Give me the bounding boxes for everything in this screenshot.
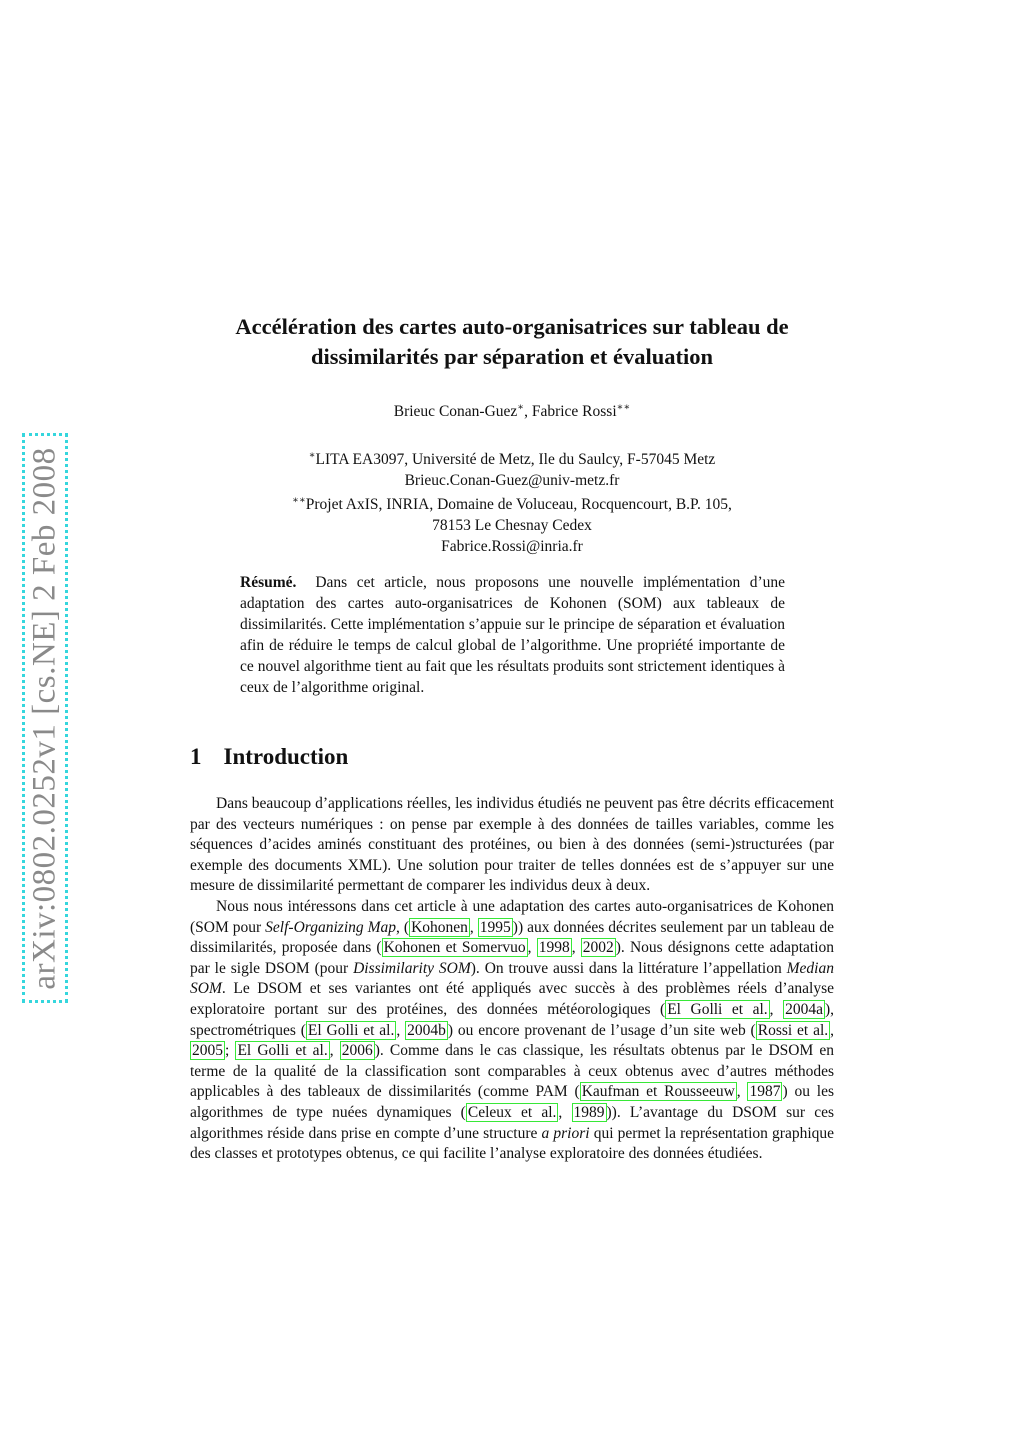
author-separator: , (524, 403, 532, 421)
title-line-1: Accélération des cartes auto-organisatrices sur tableau de (235, 314, 789, 339)
section-title: Introduction (223, 744, 349, 769)
emphasis: a priori (541, 1124, 590, 1142)
arxiv-watermark (22, 433, 68, 1003)
citation-link[interactable]: 1987 (749, 1083, 781, 1101)
citation-link[interactable]: 2002 (582, 939, 614, 957)
citation-link[interactable]: Kaufman et Rousseeuw (581, 1083, 735, 1101)
author-mark: ∗ (517, 402, 525, 413)
citation-link[interactable]: Kohonen (411, 918, 468, 936)
affiliation-2-city: 78153 Le Chesnay Cedex (432, 517, 592, 535)
citation-link[interactable]: 1998 (538, 939, 570, 957)
section-heading (190, 744, 348, 770)
citation-link[interactable]: 2006 (341, 1042, 373, 1060)
abstract-label: Résumé. (240, 574, 297, 591)
citation-link[interactable]: 2005 (192, 1042, 223, 1060)
citation-link[interactable]: 1995 (479, 918, 511, 936)
citation-link[interactable]: 1989 (573, 1103, 605, 1121)
author-name: Fabrice Rossi (531, 403, 617, 421)
emphasis: Median SOM (190, 959, 834, 998)
citation-link[interactable]: El Golli et al. (307, 1021, 395, 1039)
citation-link[interactable]: 2004a (785, 1000, 823, 1018)
email-1: Brieuc.Conan-Guez@univ-metz.fr (404, 471, 620, 489)
affiliations (190, 446, 834, 557)
citation-link[interactable]: Kohonen et Somervuo (383, 939, 526, 957)
emphasis: Self-Organizing Map (265, 918, 397, 936)
paragraph-1: Dans beaucoup d’applications réelles, les individus étudiés ne peuvent pas être décrits efficacement par des vecteurs numériques : on pense par exemple à des données de tailles variables, comme les séquences d’acides aminés constituant des protéines, ou bien à des données (semi-)structurées (par exemple des documents XML). Une solution pour traiter de telles données est de s’appuyer sur une mesure de dissimilarité permettant de comparer les individus deux à deux. (190, 795, 834, 895)
section-number: 1 (190, 744, 202, 769)
affiliation-mark: ∗∗ (292, 495, 306, 507)
paragraph-2: Nous nous intéressons dans cet article à une adaptation des cartes auto-organisatrices de Kohonen (SOM pour Self-Organizing Map, ( Kohonen , 1995 )) aux données décrites seulement par un tableau de dissimilarités, proposée dans ( Kohonen et Somervuo , 1998 , 2002 ). Nous désignons cette adaptation par le sigle DSOM (pour Dissimilarity SOM). On trouve aussi dans la littérature l’appellation Median SOM. Le DSOM et ses variantes ont été appliqués avec succès à des problèmes réels d’analyse exploratoire portant sur des protéines, des données météorologiques ( El Golli et al. , 2004a ), spectrométriques ( El Golli et al. , 2004b ) ou encore provenant de l’usage d’un site web ( Rossi et al. , 2005 ; El Golli et al. , 2006 ). Comme dans le cas classique, les résultats obtenus par le DSOM en terme de la qualité de la classification sont comparables à ceux obtenus avec d’autres méthodes applicables à des tableaux de dissimilarités (comme PAM ( Kaufman et Rousseeuw , 1987 ) ou les algorithmes de type nuées dynamiques ( Celeux et al. , 1989 )). L’avantage du DSOM sur ces algorithmes réside dans prise en compte d’une structure a priori qui permet la représentation graphique des classes et prototypes obtenus, ce qui facilite l’analyse exploratoire des données étudiées. (190, 897, 835, 1163)
citation-link[interactable]: 2004b (407, 1021, 446, 1039)
affiliation-1: ∗LITA EA3097, Université de Metz, Ile du Saulcy, F-57045 Metz (308, 450, 716, 469)
abstract-text: Dans cet article, nous proposons une nouvelle implémentation d’une adaptation des cartes auto-organisatrices de Kohonen (SOM) aux tableaux de dissimilarités. Cette implémentation s’appuie sur le principe de séparation et évaluation afin de réduire le temps de calcul global de l’algorithme. Une propriété importante de ce nouvel algorithme tient au fait que les résultats produits sont strictement identiques à ceux de l’algorithme original. (240, 574, 785, 696)
author-list (190, 402, 834, 421)
affiliation-2: ∗∗Projet AxIS, INRIA, Domaine de Voluceau, Rocquencourt, B.P. 105, (292, 495, 732, 514)
paper-title (190, 312, 834, 372)
title-line-2: dissimilarités par séparation et évaluation (310, 344, 714, 369)
citation-link[interactable]: Rossi et al. (757, 1021, 829, 1039)
author-mark: ∗∗ (616, 402, 631, 413)
citation-link[interactable]: El Golli et al. (667, 1000, 768, 1018)
email-2: Fabrice.Rossi@inria.fr (441, 537, 583, 555)
abstract (240, 572, 785, 698)
citation-link[interactable]: El Golli et al. (237, 1042, 328, 1060)
affiliation-mark: ∗ (308, 450, 316, 461)
emphasis: Dissimilarity SOM (353, 959, 471, 977)
citation-link[interactable]: Celeux et al. (467, 1103, 557, 1121)
author-name: Brieuc Conan-Guez (393, 403, 518, 421)
arxiv-id: arXiv:0802.0252v1 [cs.NE] 2 Feb 2008 (26, 446, 63, 990)
introduction-body (190, 794, 834, 1165)
